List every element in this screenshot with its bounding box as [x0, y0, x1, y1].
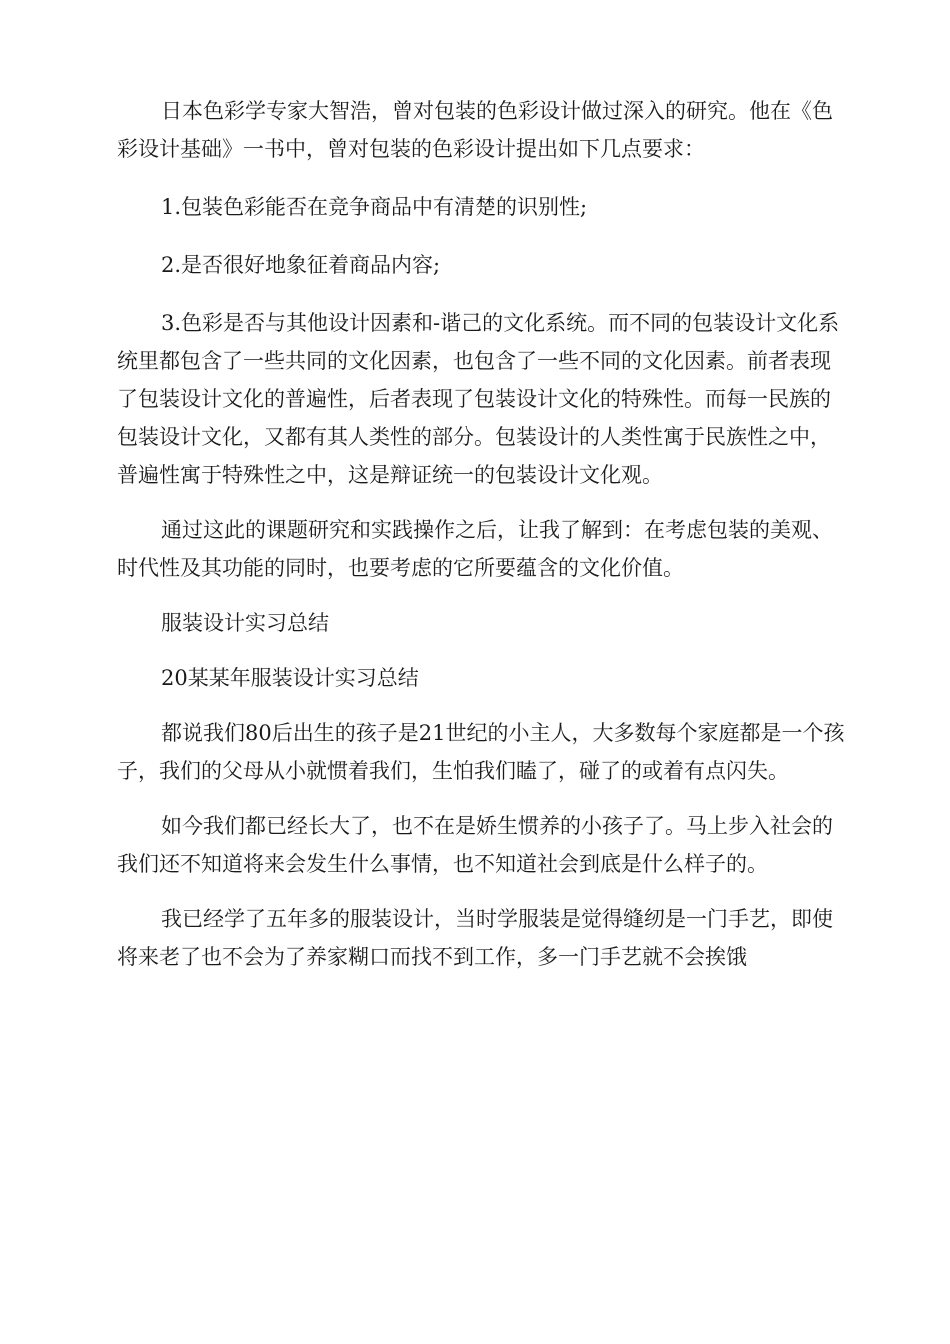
document-body: [117, 92, 847, 976]
paragraph-fashion-study: 我已经学了五年多的服装设计，当时学服装是觉得缝纫是一门手艺，即使将来老了也不会为了养家糊口而找不到工作，多一门手艺就不会挨饿: [117, 907, 833, 969]
paragraph-80s-generation: 都说我们80后出生的孩子是21世纪的小主人，大多数每个家庭都是一个孩子，我们的父母从小就惯着我们，生怕我们瞌了，碰了的或着有点闪失。: [117, 721, 845, 783]
paragraph-requirement-1: 1.包装色彩能否在竞争商品中有清楚的识别性;: [161, 195, 588, 219]
paragraph-color-design-intro: 日本色彩学专家大智浩，曾对包装的色彩设计做过深入的研究。他在《色彩设计基础》一书中，曾对包装的色彩设计提出如下几点要求：: [117, 99, 833, 161]
section-subheading: 20某某年服装设计实习总结: [161, 666, 419, 690]
paragraph-grown-up: 如今我们都已经长大了，也不在是娇生惯养的小孩子了。马上步入社会的我们还不知道将来会发生什么事情，也不知道社会到底是什么样子的。: [117, 814, 833, 876]
paragraph-requirement-2: 2.是否很好地象征着商品内容;: [161, 253, 441, 277]
paragraph-conclusion: 通过这此的课题研究和实践操作之后，让我了解到：在考虑包装的美观、时代性及其功能的同时，也要考虑的它所要蕴含的文化价值。: [117, 518, 833, 580]
paragraph-requirement-3: 3.色彩是否与其他设计因素和-谐己的文化系统。而不同的包装设计文化系统里都包含了一些共同的文化因素，也包含了一些不同的文化因素。前者表现了包装设计文化的普遍性，后者表现了包装设计文化的特殊性。而每一民族的包装设计文化，又都有其人类性的部分。包装设计的人类性寓于民族性之中，普遍性寓于特殊性之中，这是辩证统一的包装设计文化观。: [117, 311, 840, 487]
section-heading: 服装设计实习总结: [161, 611, 329, 635]
